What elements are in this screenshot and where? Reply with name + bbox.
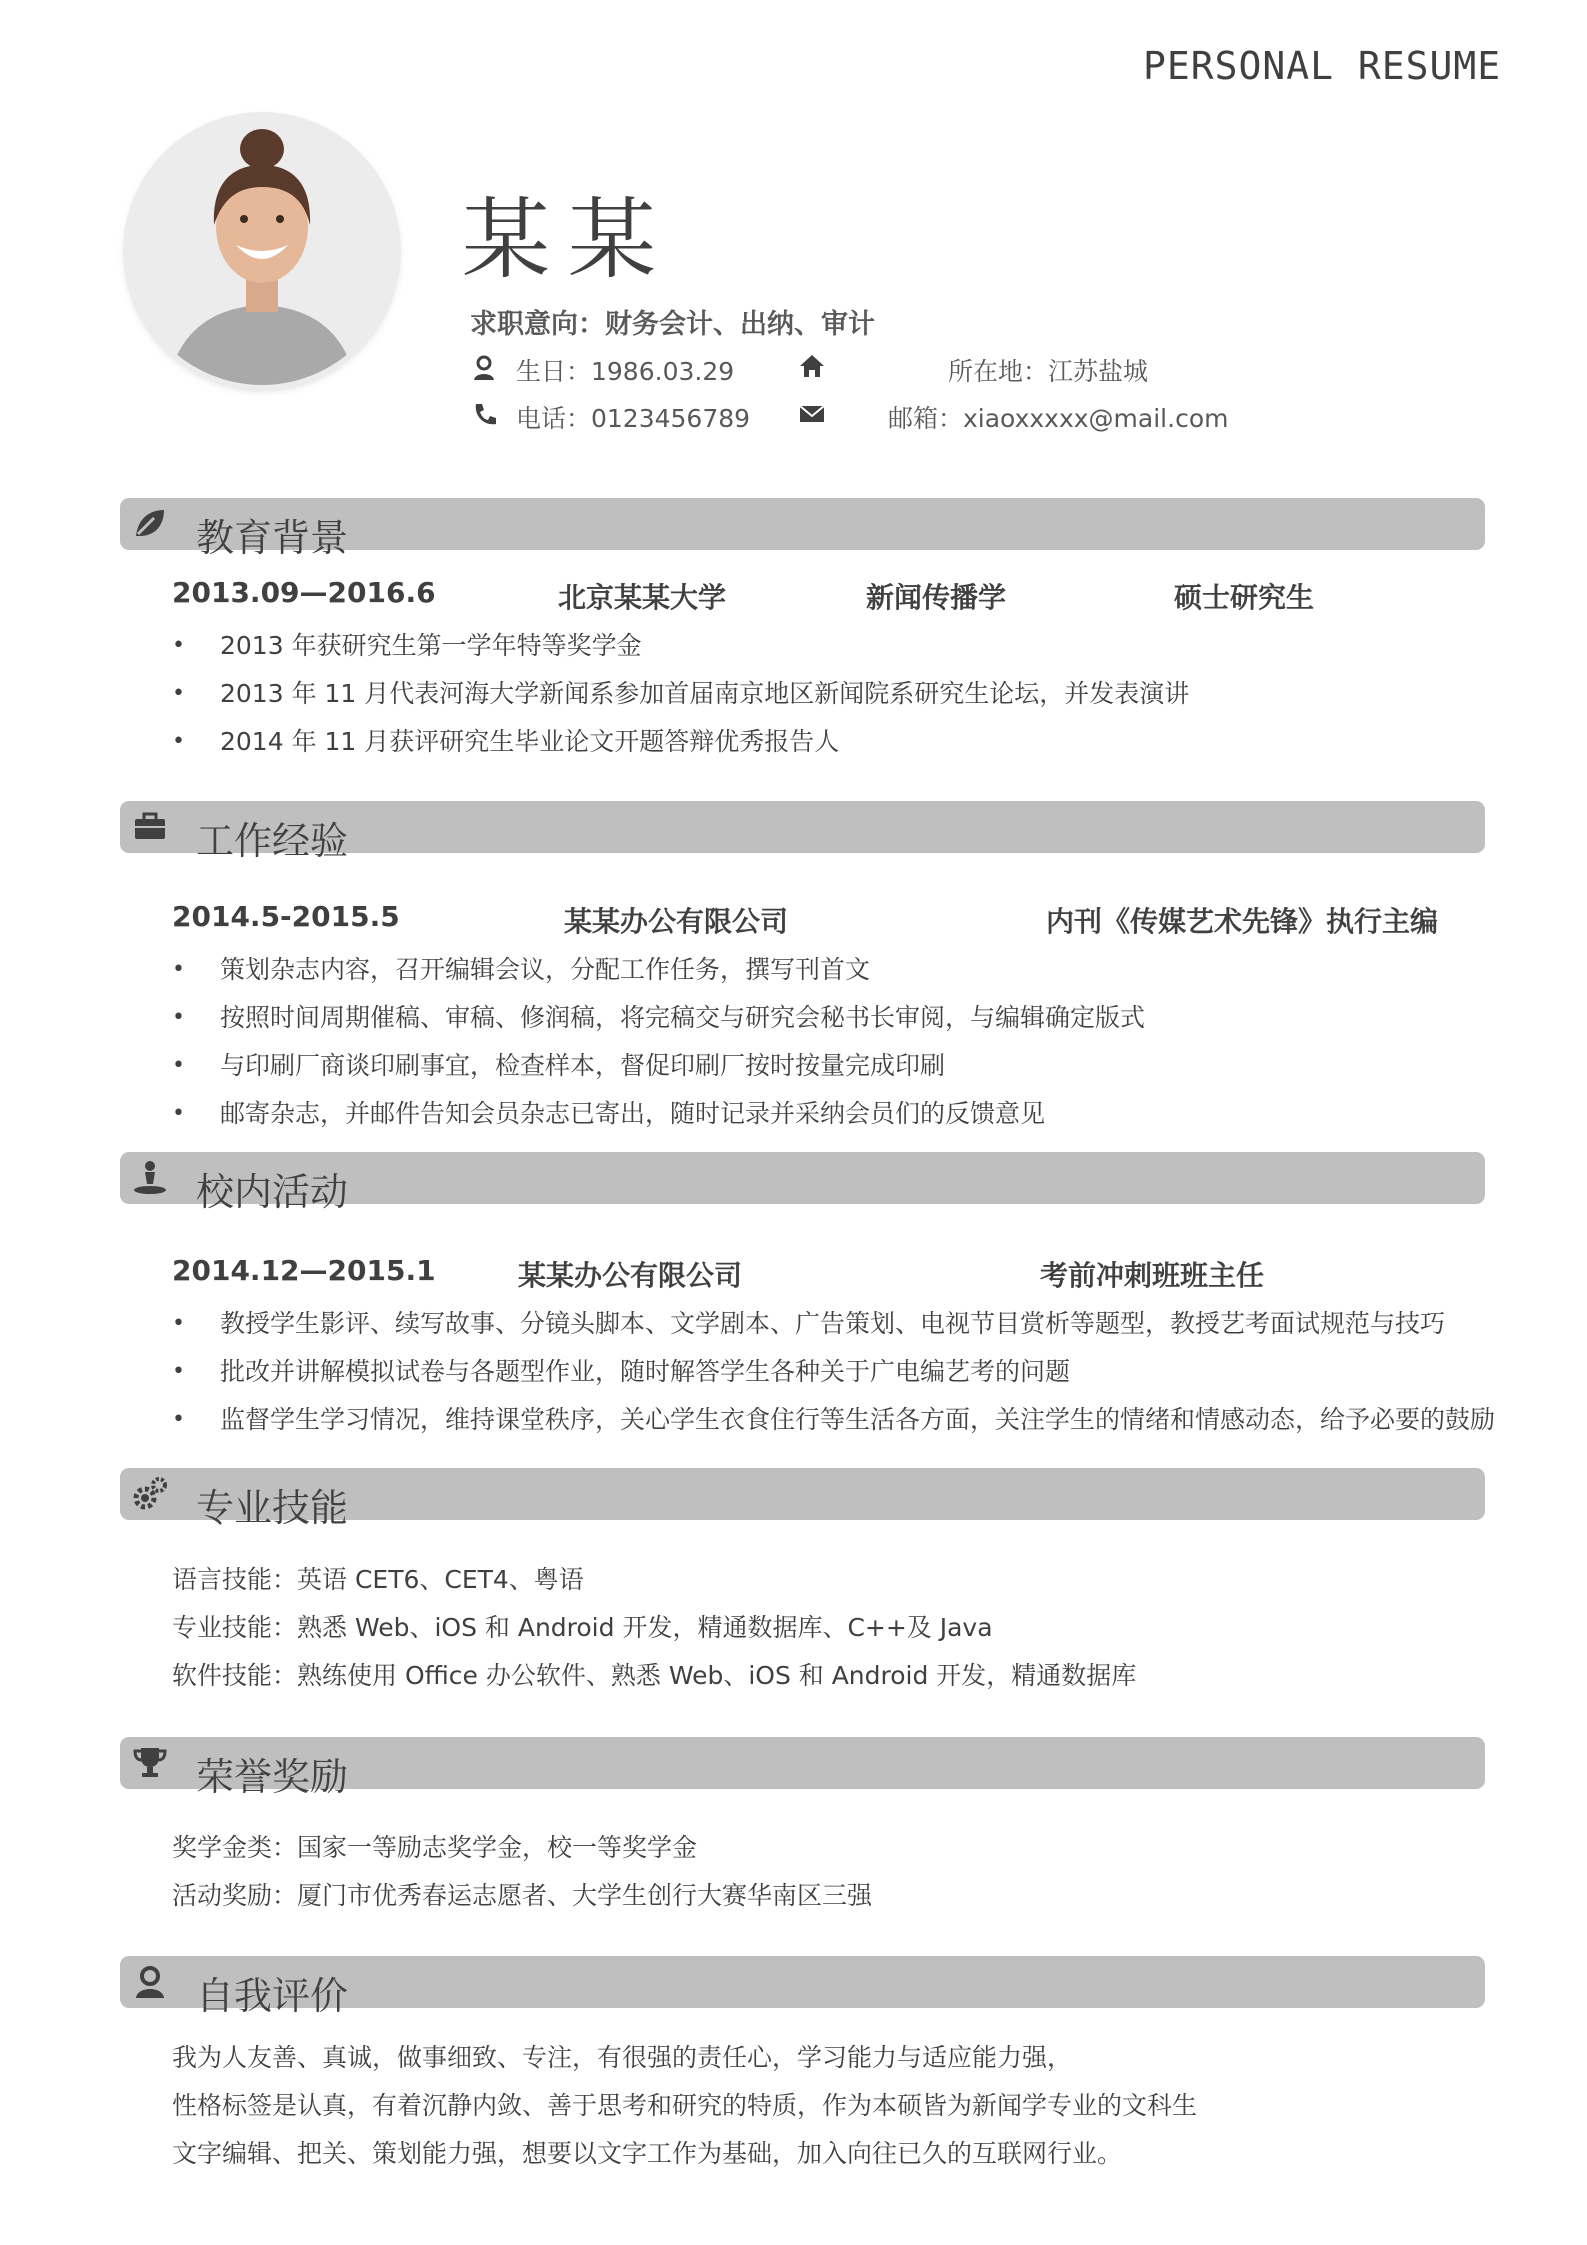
work-period: 2014.5-2015.5 bbox=[172, 900, 400, 933]
education-degree: 硕士研究生 bbox=[1174, 581, 1315, 614]
list-item: • 2014 年 11 月获评研究生毕业论文开题答辩优秀报告人 bbox=[172, 724, 1189, 772]
list-item: • 监督学生学习情况，维持课堂秩序，关心学生衣食住行等生活各方面，关注学生的情绪和情感动态，给予必要的鼓励 bbox=[172, 1402, 1495, 1450]
list-item: • 2013 年获研究生第一学年特等奖学金 bbox=[172, 628, 1189, 676]
campus-org: 某某办公有限公司 bbox=[518, 1259, 743, 1292]
section-campus bbox=[120, 1152, 1485, 1214]
list-item: • 策划杂志内容，召开编辑会议，分配工作任务，撰写刊首文 bbox=[172, 952, 1145, 1000]
mail-icon bbox=[798, 400, 826, 432]
briefcase-icon bbox=[132, 809, 168, 845]
location: 所在地：江苏盐城 bbox=[948, 357, 1149, 386]
list-item: • 2013 年 11 月代表河海大学新闻系参加首届南京地区新闻院系研究生论坛，并发表演讲 bbox=[172, 676, 1189, 724]
work-list bbox=[172, 952, 1145, 1144]
phone-icon bbox=[470, 400, 498, 432]
skills-list bbox=[172, 1562, 1136, 1706]
list-item: • 与印刷厂商谈印刷事宜，检查样本，督促印刷厂按时按量完成印刷 bbox=[172, 1048, 1145, 1096]
section-self-eval bbox=[120, 1956, 1485, 2018]
section-skills bbox=[120, 1468, 1485, 1530]
phone: 电话：0123456789 bbox=[516, 404, 751, 433]
work-position: 内刊《传媒艺术先锋》执行主编 bbox=[1046, 905, 1439, 938]
list-item: 奖学金类：国家一等励志奖学金，校一等奖学金 bbox=[172, 1833, 698, 1862]
work-company: 某某办公有限公司 bbox=[564, 905, 789, 938]
job-intent: 求职意向：财务会计、出纳、审计 bbox=[470, 309, 875, 340]
education-school: 北京某某大学 bbox=[558, 581, 727, 614]
campus-role: 考前冲刺班班主任 bbox=[1040, 1259, 1265, 1292]
section-title: 专业技能 bbox=[196, 1486, 349, 1530]
list-item: • 教授学生影评、续写故事、分镜头脚本、文学剧本、广告策划、电视节目赏析等题型，教授艺考面试规范与技巧 bbox=[172, 1306, 1495, 1354]
user-icon bbox=[132, 1964, 168, 2000]
resume-label: PERSONAL RESUME bbox=[1143, 44, 1502, 88]
self-eval-list bbox=[172, 2040, 1197, 2184]
section-title: 校内活动 bbox=[196, 1170, 349, 1214]
trophy-icon bbox=[132, 1745, 168, 1781]
section-honors bbox=[120, 1737, 1485, 1799]
section-title: 荣誉奖励 bbox=[196, 1755, 349, 1799]
person-icon bbox=[470, 354, 498, 386]
section-title: 工作经验 bbox=[196, 819, 349, 863]
section-title: 自我评价 bbox=[196, 1974, 349, 2018]
section-work bbox=[120, 801, 1485, 863]
education-list bbox=[172, 628, 1189, 772]
list-item: 我为人友善、真诚，做事细致、专注，有很强的责任心，学习能力与适应能力强， bbox=[172, 2043, 1073, 2072]
list-item: 性格标签是认真，有着沉静内敛、善于思考和研究的特质，作为本硕皆为新闻学专业的文科生 bbox=[172, 2091, 1198, 2120]
education-period: 2013.09—2016.6 bbox=[172, 576, 436, 609]
campus-list bbox=[172, 1306, 1495, 1450]
list-item: • 按照时间周期催稿、审稿、修润稿，将完稿交与研究会秘书长审阅，与编辑确定版式 bbox=[172, 1000, 1145, 1048]
honors-list bbox=[172, 1830, 872, 1926]
avatar-photo bbox=[128, 117, 396, 385]
gears-icon bbox=[132, 1476, 168, 1512]
list-item: 文字编辑、把关、策划能力强，想要以文字工作为基础，加入向往已久的互联网行业。 bbox=[172, 2139, 1123, 2168]
speaker-icon bbox=[132, 1160, 168, 1196]
home-icon bbox=[798, 352, 826, 384]
avatar bbox=[128, 117, 396, 385]
section-title: 教育背景 bbox=[196, 516, 349, 560]
list-item: 活动奖励：厦门市优秀春运志愿者、大学生创行大赛华南区三强 bbox=[172, 1881, 873, 1910]
birth-date: 生日：1986.03.29 bbox=[516, 357, 735, 386]
section-education bbox=[120, 498, 1485, 560]
candidate-name: 某某 bbox=[462, 188, 675, 291]
email: 邮箱：xiaoxxxxx@mail.com bbox=[888, 404, 1229, 433]
list-item: 语言技能：英语 CET6、CET4、粤语 bbox=[172, 1565, 584, 1594]
campus-period: 2014.12—2015.1 bbox=[172, 1254, 436, 1287]
list-item: 专业技能：熟悉 Web、iOS 和 Android 开发，精通数据库、C++及 Java bbox=[172, 1613, 993, 1642]
education-major: 新闻传播学 bbox=[866, 581, 1007, 614]
leaf-icon bbox=[132, 506, 168, 542]
list-item: • 批改并讲解模拟试卷与各题型作业，随时解答学生各种关于广电编艺考的问题 bbox=[172, 1354, 1495, 1402]
list-item: • 邮寄杂志，并邮件告知会员杂志已寄出，随时记录并采纳会员们的反馈意见 bbox=[172, 1096, 1145, 1144]
list-item: 软件技能：熟练使用 Office 办公软件、熟悉 Web、iOS 和 Android 开发，精通数据库 bbox=[172, 1661, 1137, 1690]
